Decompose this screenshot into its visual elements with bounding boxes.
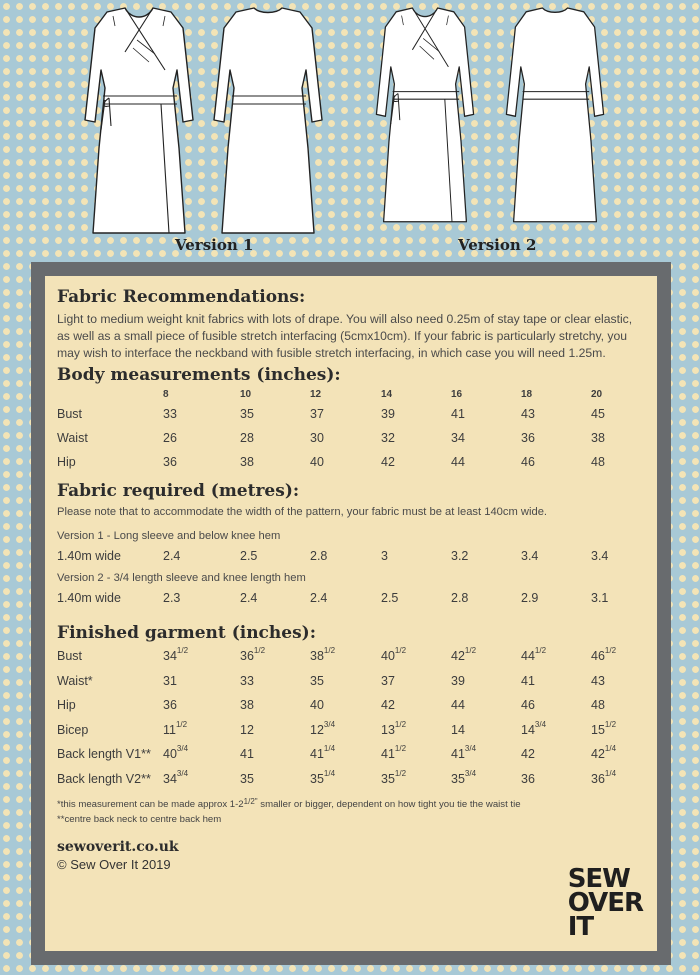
table-cell: 36	[163, 698, 177, 713]
table-cell: 36	[521, 431, 535, 445]
fabric-recommendations-heading: Fabric Recommendations:	[57, 287, 306, 307]
table-cell: $35^{1/2}$	[381, 768, 407, 786]
table-cell: 12	[240, 722, 254, 737]
table-cell: $40^{3/4}$	[163, 744, 189, 762]
table-cell: 3.4	[591, 549, 609, 563]
table-cell: 42	[521, 747, 535, 762]
row-label: 1.40m wide	[57, 591, 121, 605]
table-cell: $36^{1/2}$	[240, 646, 266, 664]
back-length-footnote: **centre back neck to centre back hem	[57, 814, 222, 825]
version-2-back-illustration	[506, 8, 603, 222]
table-cell: 3.1	[591, 591, 609, 605]
table-cell: $35^{3/4}$	[451, 768, 477, 786]
table-cell: $38^{1/2}$	[310, 646, 336, 664]
table-cell: $11^{1/2}$	[163, 719, 188, 737]
table-cell: 35	[310, 673, 324, 688]
row-label: 1.40m wide	[57, 549, 121, 563]
table-cell: $36^{1/4}$	[591, 768, 617, 786]
fabric-required-heading: Fabric required (metres):	[57, 481, 300, 501]
table-cell: 45	[591, 407, 605, 421]
table-cell: 37	[310, 407, 324, 421]
table-cell: 3	[381, 549, 388, 563]
table-cell: 35	[240, 407, 254, 421]
fabric-width-note: Please note that to accommodate the width of the pattern, your fabric must be at least 140cm wide.	[57, 506, 548, 518]
table-row	[57, 669, 647, 694]
table-cell: 3.4	[521, 549, 539, 563]
row-label: Bust	[57, 407, 83, 421]
table-cell: 34	[451, 431, 465, 445]
table-cell: 39	[451, 673, 465, 688]
fabric-required-v2-table	[57, 586, 647, 610]
table-cell: $40^{1/2}$	[381, 646, 407, 664]
table-cell: $34^{3/4}$	[163, 768, 189, 786]
size-header: 14	[381, 388, 393, 400]
table-cell: 30	[310, 431, 324, 445]
table-cell: 26	[163, 431, 177, 445]
row-label: Bust	[57, 649, 83, 664]
table-cell: $35^{1/4}$	[310, 768, 336, 786]
table-cell: $41^{3/4}$	[451, 744, 477, 762]
table-cell: 38	[240, 698, 254, 713]
table-cell: 41	[240, 747, 254, 762]
size-header: 20	[591, 388, 603, 400]
version-1-back-illustration	[214, 8, 322, 233]
size-header: 12	[310, 388, 322, 400]
row-label: Waist*	[57, 673, 93, 688]
table-row	[57, 693, 647, 718]
size-header: 8	[163, 388, 169, 400]
table-cell: $12^{3/4}$	[310, 719, 336, 737]
table-row	[57, 718, 647, 743]
table-row	[57, 586, 647, 610]
table-cell: 36	[163, 455, 177, 469]
table-cell: 37	[381, 673, 395, 688]
table-cell: 43	[591, 673, 605, 688]
version-1-description: Version 1 - Long sleeve and below knee hem	[57, 530, 281, 542]
table-row	[57, 644, 647, 669]
table-cell: $44^{1/2}$	[521, 646, 547, 664]
table-cell: 2.5	[240, 549, 258, 563]
size-header: 16	[451, 388, 463, 400]
version-2-label: Version 2	[458, 236, 537, 254]
table-cell: 40	[310, 455, 324, 469]
table-cell: 2.4	[240, 591, 258, 605]
size-header-row	[57, 386, 647, 402]
finished-garment-table	[57, 644, 647, 791]
table-cell: 36	[521, 771, 535, 786]
table-cell: 48	[591, 698, 605, 713]
table-cell: $14^{3/4}$	[521, 719, 547, 737]
table-cell: 2.9	[521, 591, 539, 605]
table-cell: 41	[451, 407, 465, 421]
table-cell: 33	[240, 673, 254, 688]
garment-illustrations	[0, 0, 700, 262]
table-cell: $15^{1/2}$	[591, 719, 617, 737]
table-cell: $13^{1/2}$	[381, 719, 407, 737]
table-row	[57, 402, 647, 426]
table-row	[57, 426, 647, 450]
finished-garment-heading: Finished garment (inches):	[57, 623, 316, 643]
table-cell: 38	[591, 431, 605, 445]
table-cell: 28	[240, 431, 254, 445]
row-label: Waist	[57, 431, 88, 445]
fabric-recommendations-text: Light to medium weight knit fabrics with lots of drape. You will also need 0.25m of stay tape or clear elastic, as well as a small piece of fusible stretch interfacing (5cmx10cm). If your fabric is particularly stretchy, you may wish to interface the neckband with fusible stretch interfacing, in which case you will need 1.25m.	[57, 312, 633, 360]
table-cell: 2.3	[163, 591, 181, 605]
table-row	[57, 450, 647, 474]
table-cell: 41	[521, 673, 535, 688]
row-label: Bicep	[57, 722, 89, 737]
fabric-required-v1-table	[57, 544, 647, 568]
row-label: Back length V2**	[57, 771, 151, 786]
table-cell: 2.4	[163, 549, 181, 563]
table-cell: 2.5	[381, 591, 399, 605]
table-cell: $41^{1/2}$	[381, 744, 407, 762]
table-row	[57, 742, 647, 767]
table-cell: 2.4	[310, 591, 328, 605]
sew-over-it-logo: SEW OVER IT	[567, 864, 643, 942]
table-cell: 2.8	[310, 549, 328, 563]
size-header: 18	[521, 388, 533, 400]
table-cell: 33	[163, 407, 177, 421]
body-measurements-table	[57, 386, 647, 474]
info-card	[45, 276, 657, 951]
table-cell: $46^{1/2}$	[591, 646, 617, 664]
table-cell: 32	[381, 431, 395, 445]
table-cell: $41^{1/4}$	[310, 744, 336, 762]
table-cell: 31	[163, 673, 177, 688]
row-label: Back length V1**	[57, 747, 151, 762]
table-cell: $34^{1/2}$	[163, 646, 189, 664]
table-cell: 42	[381, 698, 395, 713]
table-cell: 44	[451, 455, 465, 469]
version-1-front-illustration	[85, 8, 193, 233]
version-1-label: Version 1	[175, 236, 254, 254]
website-link[interactable]: sewoverit.co.uk	[57, 839, 179, 855]
table-cell: 44	[451, 698, 465, 713]
info-frame	[31, 262, 671, 965]
table-cell: 2.8	[451, 591, 469, 605]
version-2-description: Version 2 - 3/4 length sleeve and knee length hem	[57, 572, 306, 584]
row-label: Hip	[57, 698, 76, 713]
table-cell: 48	[591, 455, 605, 469]
table-cell: 14	[451, 722, 465, 737]
table-cell: 39	[381, 407, 395, 421]
table-cell: 46	[521, 455, 535, 469]
copyright: © Sew Over It 2019	[57, 857, 171, 872]
table-cell: 35	[240, 771, 254, 786]
table-cell: 46	[521, 698, 535, 713]
table-cell: $42^{1/4}$	[591, 744, 617, 762]
table-cell: 42	[381, 455, 395, 469]
table-cell: $42^{1/2}$	[451, 646, 477, 664]
table-row	[57, 544, 647, 568]
table-cell: 43	[521, 407, 535, 421]
body-measurements-heading: Body measurements (inches):	[57, 365, 341, 385]
size-header: 10	[240, 388, 252, 400]
table-cell: 40	[310, 698, 324, 713]
table-cell: 3.2	[451, 549, 469, 563]
table-cell: 38	[240, 455, 254, 469]
version-2-front-illustration	[376, 8, 473, 222]
waist-footnote: *this measurement can be made approx $1-2^{1/2"}$ smaller or bigger, dependent on how tight you tie the waist tie	[57, 797, 521, 810]
table-row	[57, 767, 647, 792]
row-label: Hip	[57, 455, 76, 469]
